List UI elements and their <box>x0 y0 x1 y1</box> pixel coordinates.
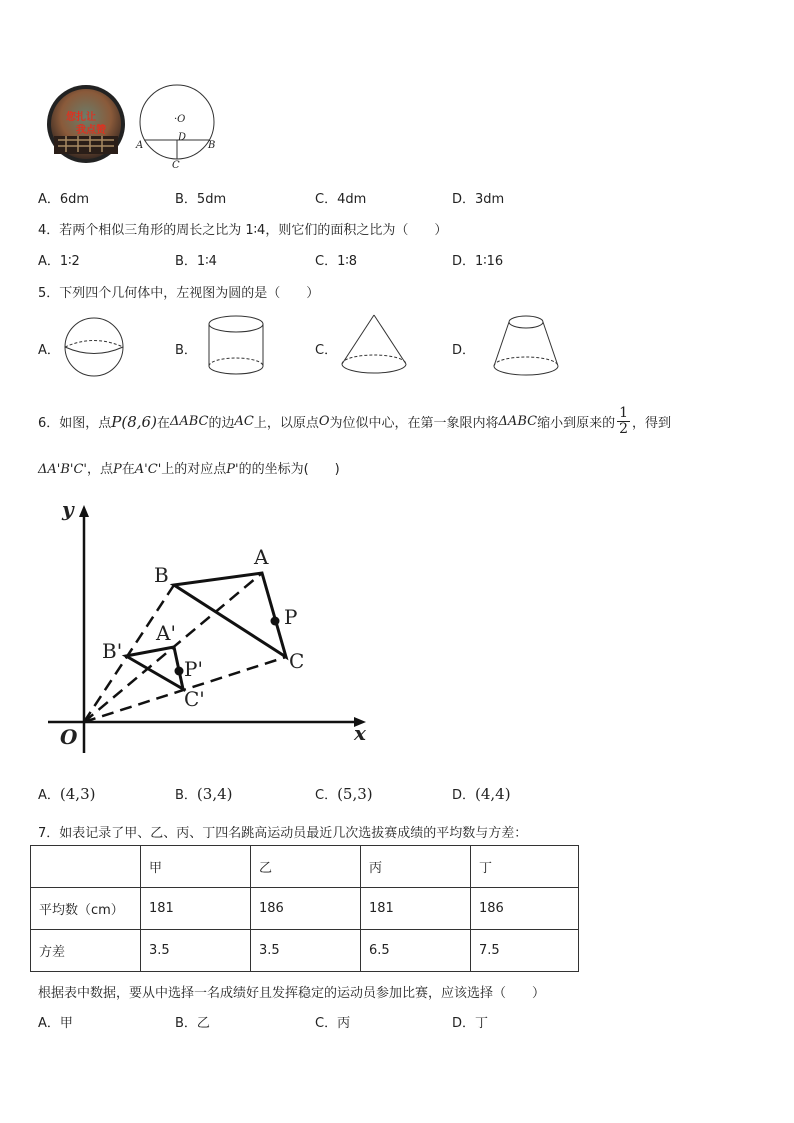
label-b: B <box>208 140 216 151</box>
fig-label-c1: C' <box>184 687 205 711</box>
q6-option-c[interactable] <box>315 784 373 803</box>
q4-option-c[interactable]: C．1∶8 <box>315 254 358 269</box>
q7-score-table <box>30 845 579 972</box>
fig-label-y: y <box>62 497 74 521</box>
q7-text: 7．如表记录了甲、乙、丙、丁四名跳高运动员最近几次选拔赛成绩的平均数与方差： <box>38 826 528 841</box>
table-header-cell <box>31 846 141 888</box>
q6-line-2 <box>38 458 340 477</box>
label-o: ·O <box>174 114 186 125</box>
q3-option-d[interactable]: D．3dm <box>452 192 505 207</box>
q6-p2: P' <box>226 462 239 477</box>
q6-t3: 的边 <box>208 416 235 431</box>
table-row <box>31 930 579 972</box>
sphere-figure <box>62 316 126 382</box>
q7-option-a[interactable]: A．甲 <box>38 1016 73 1031</box>
table-cell: 186 <box>251 888 361 930</box>
fig-label-c: C <box>289 649 305 673</box>
cone-figure <box>340 312 408 382</box>
table-cell: 平均数（cm） <box>31 888 141 930</box>
q3-circle-figure <box>136 84 220 174</box>
q5-option-b[interactable]: B． <box>175 343 197 358</box>
q6-opt-d-value: (4,4) <box>475 785 511 803</box>
q6-frac-den: 2 <box>619 421 629 437</box>
table-header-cell: 甲 <box>141 846 251 888</box>
q6-point: P(8,6) <box>111 412 157 431</box>
q6-t5: 为位似中心，在第一象限内将 <box>329 416 499 431</box>
q6-option-a[interactable] <box>38 784 95 803</box>
fig-label-p: P <box>284 605 298 629</box>
q4-option-d[interactable]: D．1∶16 <box>452 254 504 269</box>
q6-opt-d-letter: D． <box>452 788 476 803</box>
table-header-cell: 乙 <box>251 846 361 888</box>
table-cell: 3.5 <box>251 930 361 972</box>
table-cell: 7.5 <box>471 930 579 972</box>
fig-label-p1: P' <box>184 657 203 681</box>
q6-opt-b-letter: B． <box>175 788 197 803</box>
q7-option-d[interactable]: D．丁 <box>452 1016 489 1031</box>
fig-label-o: O <box>60 725 78 749</box>
table-cell: 181 <box>361 888 471 930</box>
q4-option-b[interactable]: B．1∶4 <box>175 254 217 269</box>
q6-coordinate-figure <box>40 495 380 755</box>
q6-t7: ，得到 <box>632 416 672 431</box>
table-cell: 3.5 <box>141 930 251 972</box>
fig-label-a: A <box>254 545 269 569</box>
q6-opt-b-value: (3,4) <box>196 785 233 803</box>
fig-label-b1: B' <box>102 639 123 663</box>
label-d: D <box>178 132 187 143</box>
table-header-cell: 丙 <box>361 846 471 888</box>
table-cell: 6.5 <box>361 930 471 972</box>
q6-tri: ΔABC <box>169 414 209 429</box>
q5-text: 5．下列四个几何体中，左视图为圆的是（ ） <box>38 286 320 301</box>
q6-frac-num: 1 <box>619 405 629 421</box>
q6-opt-c-value: (5,3) <box>337 785 373 803</box>
q3-option-c[interactable]: C．4dm <box>315 192 367 207</box>
badge-text-1: 您扎让 <box>66 112 96 123</box>
label-a: A <box>136 140 144 151</box>
q3-option-b[interactable]: B．5dm <box>175 192 227 207</box>
q6-side: AC <box>234 414 254 429</box>
q6-origin: O <box>318 414 330 429</box>
badge-text-2: 我点赞 <box>76 125 106 136</box>
q6-option-b[interactable] <box>175 784 232 803</box>
q7-option-c[interactable]: C．丙 <box>315 1016 351 1031</box>
q6-t6: 缩小到原来的 <box>537 416 616 431</box>
q6-opt-a-letter: A． <box>38 788 60 803</box>
q6-fraction <box>617 406 630 437</box>
q6-tri2: ΔABC <box>498 414 538 429</box>
table-row <box>31 888 579 930</box>
q3-option-a[interactable]: A．6dm <box>38 192 90 207</box>
q4-option-a[interactable]: A．1∶2 <box>38 254 80 269</box>
table-header-row <box>31 846 579 888</box>
table-cell: 181 <box>141 888 251 930</box>
q5-option-d[interactable]: D． <box>452 343 476 358</box>
cylinder-figure <box>205 314 267 382</box>
q6-opt-c-letter: C． <box>315 788 338 803</box>
q6-t2: 在 <box>156 416 170 431</box>
table-cell: 186 <box>471 888 579 930</box>
q6-line-1 <box>38 406 671 437</box>
q4-text: 4．若两个相似三角形的周长之比为 1∶4，则它们的面积之比为（ ） <box>38 223 448 238</box>
q6-t1: 6．如图，点 <box>38 416 112 431</box>
frustum-figure <box>492 312 560 382</box>
q3-badge-image <box>46 84 126 164</box>
q6-t8: ，点 <box>87 462 114 477</box>
q6-t10: 上的对应点 <box>161 462 227 477</box>
q6-t4: 上，以原点 <box>253 416 319 431</box>
q6-t11: 的的坐标为( ) <box>238 462 340 477</box>
fig-label-x: x <box>354 721 366 745</box>
q6-opt-a-value: (4,3) <box>59 785 96 803</box>
fig-label-b: B <box>154 563 169 587</box>
q6-option-d[interactable] <box>452 784 511 803</box>
q7-followup: 根据表中数据，要从中选择一名成绩好且发挥稳定的运动员参加比赛，应该选择（ ） <box>38 986 546 1001</box>
fig-label-a1: A' <box>156 621 176 645</box>
label-c: C <box>172 160 180 171</box>
q6-tri3: ΔA'B'C' <box>38 462 87 477</box>
q5-option-c[interactable]: C． <box>315 343 338 358</box>
q6-side2: A'C' <box>134 462 162 477</box>
q5-option-a[interactable]: A． <box>38 343 60 358</box>
table-header-cell: 丁 <box>471 846 579 888</box>
q6-p: P <box>113 462 122 477</box>
q7-option-b[interactable]: B．乙 <box>175 1016 210 1031</box>
q6-t9: 在 <box>121 462 135 477</box>
table-cell: 方差 <box>31 930 141 972</box>
